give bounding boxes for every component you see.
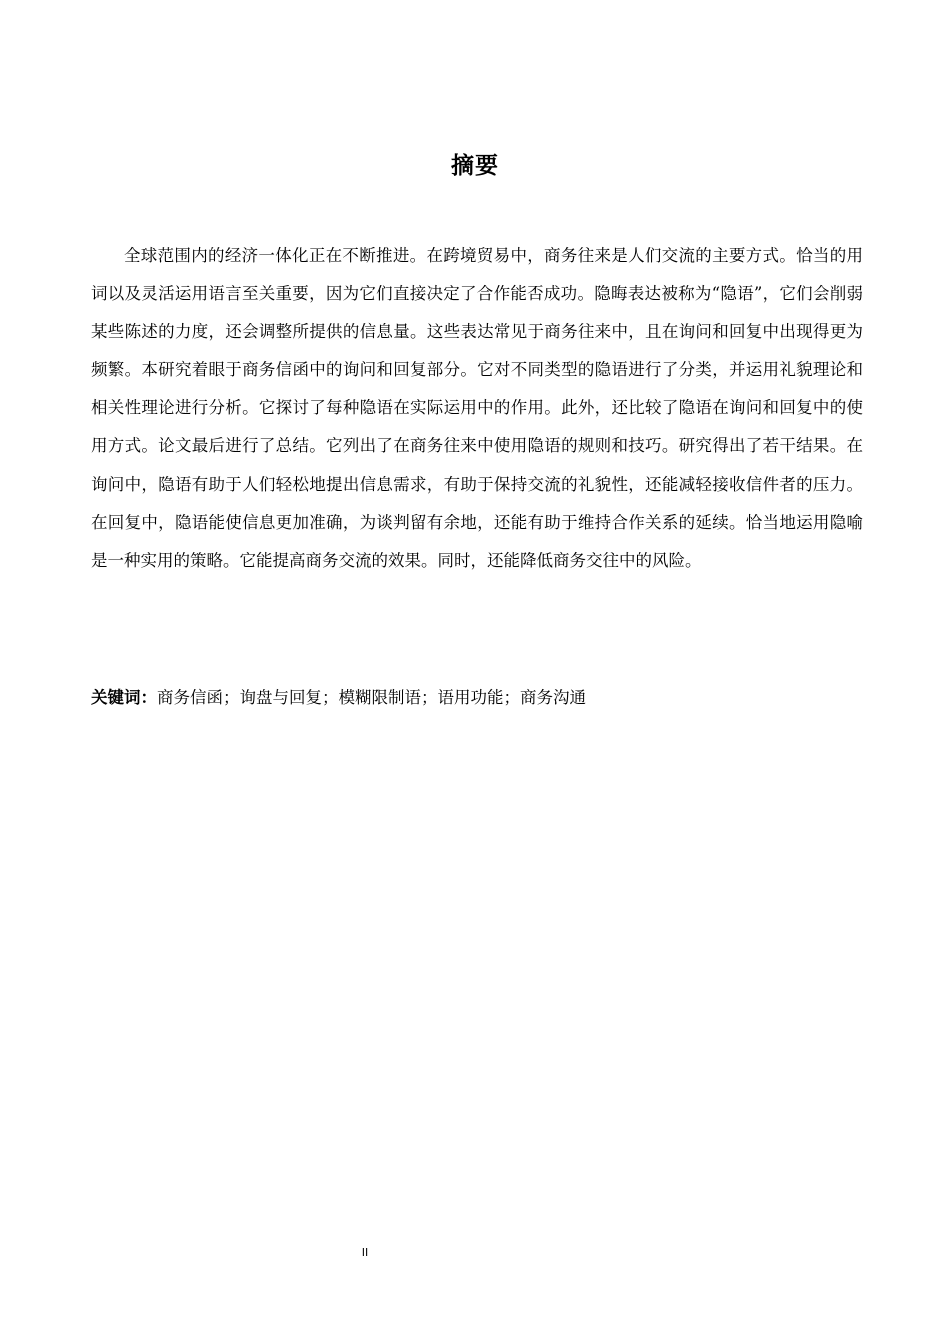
page-title: 摘要	[451, 153, 499, 179]
keywords-label: 关键词：	[91, 688, 157, 707]
keywords-line	[91, 683, 863, 713]
abstract-paragraph: 全球范围内的经济一体化正在不断推进。在跨境贸易中，商务往来是人们交流的主要方式。恰当的用词以及灵活运用语言至关重要，因为它们直接决定了合作能否成功。隐晦表达被称为“隐语”，它们会削弱某些陈述的力度，还会调整所提供的信息量。这些表达常见于商务往来中，且在询问和回复中出现得更为频繁。本研究着眼于商务信函中的询问和回复部分。它对不同类型的隐语进行了分类，并运用礼貌理论和相关性理论进行分析。它探讨了每种隐语在实际运用中的作用。此外，还比较了隐语在询问和回复中的使用方式。论文最后进行了总结。它列出了在商务往来中使用隐语的规则和技巧。研究得出了若干结果。在询问中，隐语有助于人们轻松地提出信息需求，有助于保持交流的礼貌性，还能减轻接收信件者的压力。在回复中，隐语能使信息更加准确，为谈判留有余地，还能有助于维持合作关系的延续。恰当地运用隐喻是一种实用的策略。它能提高商务交流的效果。同时，还能降低商务交往中的风险。	[91, 246, 863, 570]
page-number: II	[361, 1246, 369, 1259]
keywords-value: 商务信函；询盘与回复；模糊限制语；语用功能；商务沟通	[157, 688, 586, 707]
